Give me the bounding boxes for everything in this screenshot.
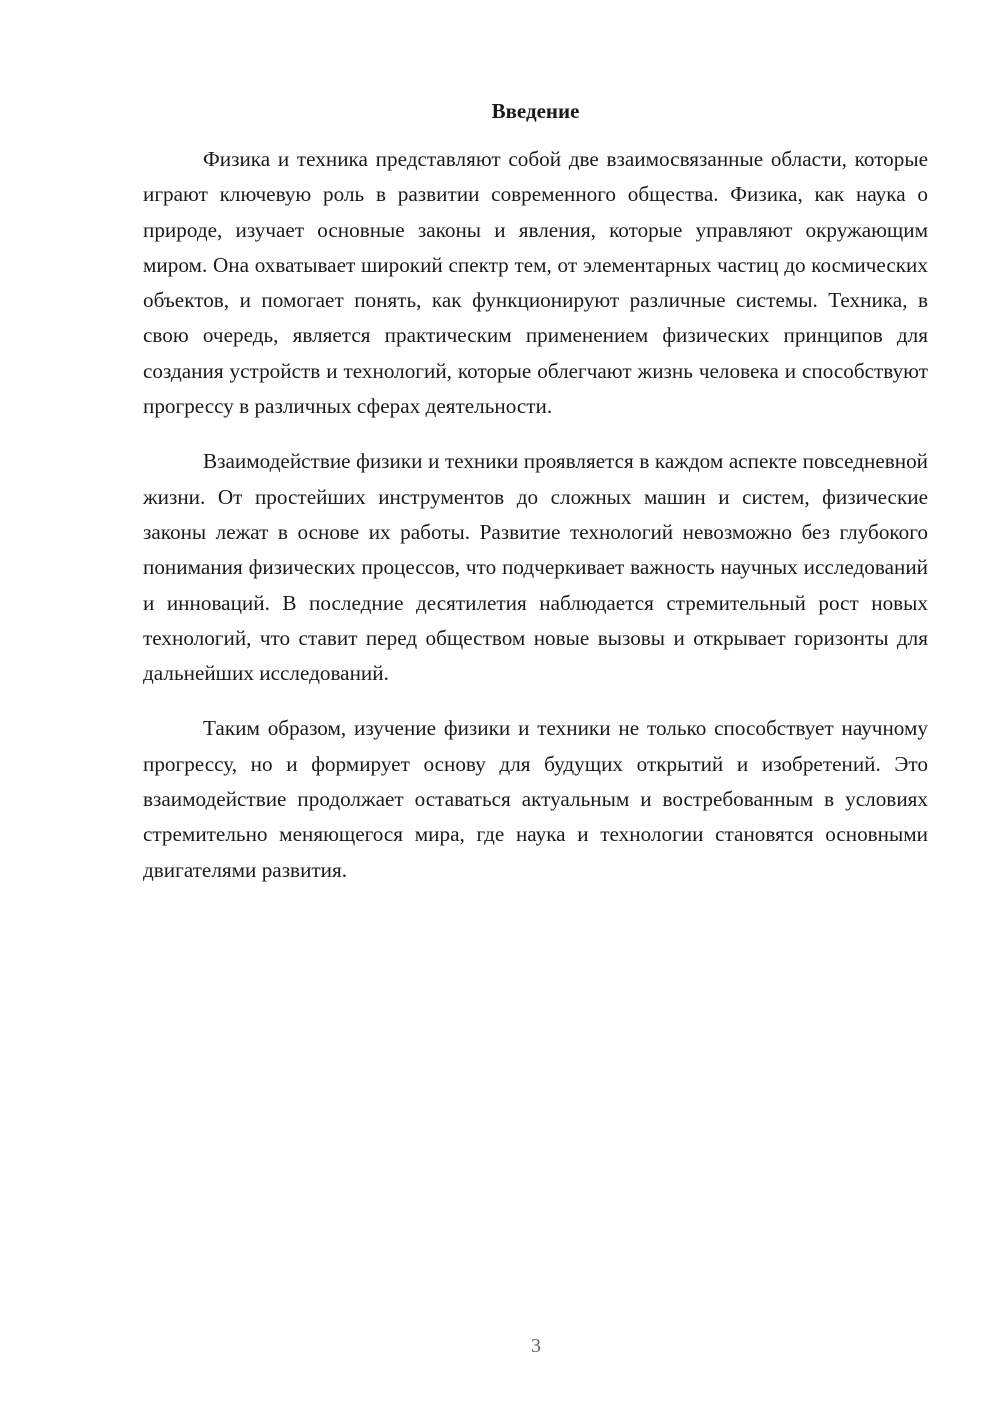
paragraph-1: Физика и техника представляют собой две взаимосвязанные области, которые играют ключевую роль в развитии современного общества. Физика, как наука о природе, изучает основные законы и явления, которые управляют окружающим миром. Она охватывает широкий спектр тем, от элементарных частиц до космических объектов, и помогает понять, как функционируют различные системы. Техника, в свою очередь, является практическим применением физических принципов для создания устройств и технологий, которые облегчают жизнь человека и способствуют прогрессу в различных сферах деятельности. — [143, 147, 928, 419]
paragraph-3: Таким образом, изучение физики и техники не только способствует научному прогрессу, но и формирует основу для будущих открытий и изобретений. Это взаимодействие продолжает оставаться актуальным и востребованным в условиях стремительно меняющегося мира, где наука и технологии становятся основными двигателями развития. — [143, 716, 928, 882]
page-content — [143, 92, 928, 888]
section-title: Введение — [491, 99, 580, 123]
paragraph-2: Взаимодействие физики и техники проявляется в каждом аспекте повседневной жизни. От простейших инструментов до сложных машин и систем, физические законы лежат в основе их работы. Развитие технологий невозможно без глубокого понимания физических процессов, что подчеркивает важность научных исследований и инноваций. В последние десятилетия наблюдается стремительный рост новых технологий, что ставит перед обществом новые вызовы и открывает горизонты для дальнейших исследований. — [143, 449, 928, 686]
page-number: 3 — [531, 1335, 541, 1357]
